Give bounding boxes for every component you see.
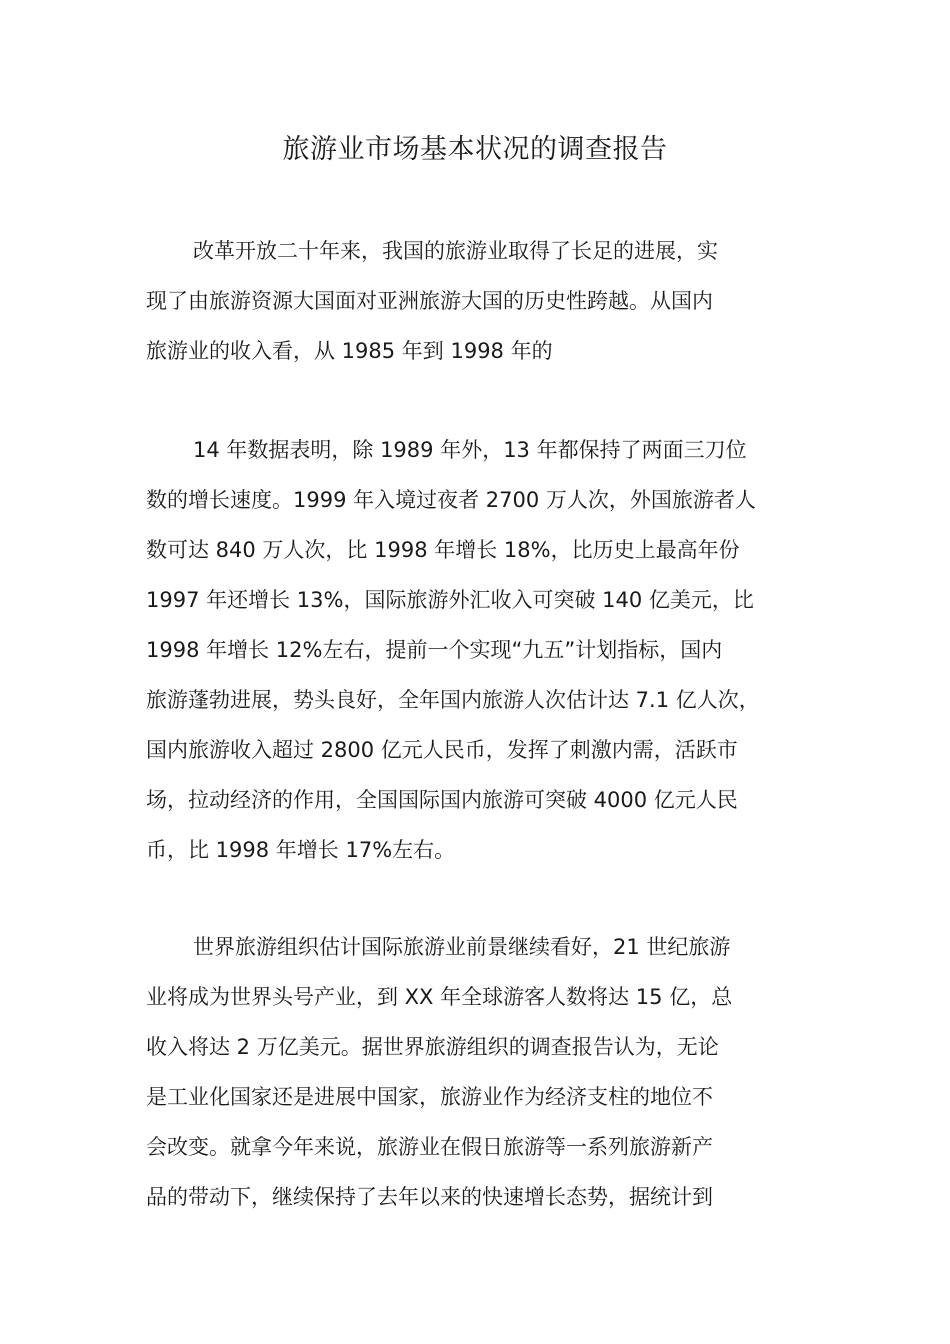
paragraph-1 <box>146 226 826 376</box>
text-line: 改革开放二十年来，我国的旅游业取得了长足的进展，实 <box>193 239 718 263</box>
text-line: 数可达 840 万人次，比 1998 年增长 18%，比历史上最高年份 <box>146 538 740 562</box>
text-line: 世界旅游组织估计国际旅游业前景继续看好，21 世纪旅游 <box>193 935 731 959</box>
paragraph-3 <box>146 922 826 1222</box>
text-line: 14 年数据表明，除 1989 年外，13 年都保持了两面三刀位 <box>193 438 747 462</box>
text-line: 旅游业的收入看，从 1985 年到 1998 年的 <box>146 339 553 363</box>
paragraph-2 <box>146 425 826 875</box>
text-line: 国内旅游收入超过 2800 亿元人民币，发挥了刺激内需，活跃市 <box>146 738 738 762</box>
text-line: 现了由旅游资源大国面对亚洲旅游大国的历史性跨越。从国内 <box>146 289 713 313</box>
text-line: 是工业化国家还是进展中国家，旅游业作为经济支柱的地位不 <box>146 1085 713 1109</box>
text-line: 收入将达 2 万亿美元。据世界旅游组织的调查报告认为，无论 <box>146 1035 719 1059</box>
text-line: 币，比 1998 年增长 17%左右。 <box>146 838 456 862</box>
text-line: 1998 年增长 12%左右，提前一个实现“九五”计划指标，国内 <box>146 638 723 662</box>
text-line: 旅游蓬勃进展，势头良好，全年国内旅游人次估计达 7.1 亿人次， <box>146 688 760 712</box>
document-title: 旅游业市场基本状况的调查报告 <box>282 134 668 165</box>
text-line: 场，拉动经济的作用，全国国际国内旅游可突破 4000 亿元人民 <box>146 788 738 812</box>
text-line: 品的带动下，继续保持了去年以来的快速增长态势，据统计到 <box>146 1185 713 1209</box>
text-line: 1997 年还增长 13%，国际旅游外汇收入可突破 140 亿美元，比 <box>146 588 754 612</box>
text-line: 数的增长速度。1999 年入境过夜者 2700 万人次，外国旅游者人 <box>146 488 756 512</box>
text-line: 会改变。就拿今年来说，旅游业在假日旅游等一系列旅游新产 <box>146 1135 713 1159</box>
text-line: 业将成为世界头号产业，到 XX 年全球游客人数将达 15 亿，总 <box>146 985 733 1009</box>
